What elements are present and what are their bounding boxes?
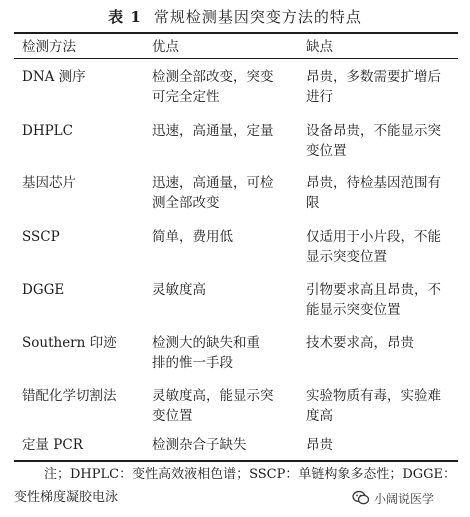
table-cell-pros bbox=[152, 386, 294, 426]
table-cell-pros bbox=[152, 280, 294, 300]
cell-line: 检测大的缺失和重 bbox=[152, 335, 260, 351]
cell-line: 实验物质有毒，实验难 bbox=[306, 388, 441, 404]
table-cell-method bbox=[22, 67, 144, 87]
cell-line: 基因芯片 bbox=[22, 175, 76, 191]
cell-line: 定量 PCR bbox=[22, 437, 83, 453]
cell-line: 检测全部改变，突变 bbox=[152, 69, 274, 85]
table-cell-pros bbox=[152, 435, 294, 455]
cell-line: 进行 bbox=[306, 89, 333, 105]
table-cell-method bbox=[22, 435, 144, 455]
table-cell-method bbox=[22, 227, 144, 247]
cell-line: 检测杂合子缺失 bbox=[152, 437, 247, 453]
table-cell-method bbox=[22, 173, 144, 193]
cell-line: 设备昂贵，不能显示突 bbox=[306, 123, 441, 139]
table-cell-pros bbox=[152, 173, 294, 213]
watermark bbox=[352, 488, 434, 508]
table-cell-method bbox=[22, 121, 144, 141]
table-cell-cons bbox=[306, 67, 458, 107]
cell-line: 引物要求高且昂贵，不 bbox=[306, 282, 441, 298]
cell-line: 能显示突变位置 bbox=[306, 302, 401, 318]
cell-line: 昂贵，多数需要扩增后 bbox=[306, 69, 441, 85]
cell-line: 排的惟一手段 bbox=[152, 355, 233, 371]
cell-line: SSCP bbox=[22, 229, 60, 245]
cell-line: 显示突变位置 bbox=[306, 249, 387, 265]
cell-line: 简单，费用低 bbox=[152, 229, 233, 245]
cell-line: Southern 印迹 bbox=[22, 335, 117, 351]
cell-line: 灵敏度高 bbox=[152, 282, 206, 298]
cell-line: 度高 bbox=[306, 408, 333, 424]
table-note-line-1: 注；DHPLC：变性高效液相色谱；SSCP：单链构象多态性；DGGE： bbox=[44, 467, 457, 482]
header-pros: 优点 bbox=[152, 39, 179, 55]
table-cell-cons bbox=[306, 280, 458, 320]
wechat-icon bbox=[352, 490, 370, 506]
cell-line: DGGE bbox=[22, 282, 65, 298]
cell-line: 测全部改变 bbox=[152, 195, 220, 211]
cell-line: 迅速，高通量，定量 bbox=[152, 123, 274, 139]
header-cons: 缺点 bbox=[306, 39, 333, 55]
cell-line: 灵敏度高，能显示突 bbox=[152, 388, 274, 404]
cell-line: 迅速，高通量，可检 bbox=[152, 175, 274, 191]
bottom-rule bbox=[14, 460, 458, 462]
table-cell-pros bbox=[152, 67, 294, 107]
table-cell-cons bbox=[306, 173, 458, 213]
table-cell-method bbox=[22, 280, 144, 300]
table-note-line-2: 变性梯度凝胶电泳 bbox=[14, 490, 119, 505]
table-cell-method bbox=[22, 386, 144, 406]
cell-line: DNA 测序 bbox=[22, 69, 86, 85]
cell-line: 可完全定性 bbox=[152, 89, 220, 105]
cell-line: 限 bbox=[306, 195, 320, 211]
table-cell-cons bbox=[306, 121, 458, 161]
table-number: 表 1 bbox=[108, 8, 142, 26]
cell-line: 变位置 bbox=[306, 143, 347, 159]
table-caption: 常规检测基因突变方法的特点 bbox=[153, 8, 362, 26]
table-cell-pros bbox=[152, 227, 294, 247]
cell-line: 昂贵，待检基因范围有 bbox=[306, 175, 441, 191]
cell-line: 错配化学切割法 bbox=[22, 388, 117, 404]
table-cell-cons bbox=[306, 435, 458, 455]
table-cell-pros bbox=[152, 333, 294, 373]
cell-line: DHPLC bbox=[22, 123, 73, 139]
table-cell-method bbox=[22, 333, 144, 353]
cell-line: 技术要求高，昂贵 bbox=[306, 335, 414, 351]
table-title bbox=[0, 6, 470, 27]
watermark-text: 小阔说医学 bbox=[374, 491, 435, 506]
top-rule bbox=[14, 32, 458, 34]
table-cell-cons bbox=[306, 386, 458, 426]
cell-line: 仅适用于小片段，不能 bbox=[306, 229, 441, 245]
cell-line: 昂贵 bbox=[306, 437, 333, 453]
table-cell-cons bbox=[306, 227, 458, 267]
table-cell-cons bbox=[306, 333, 458, 353]
table-cell-pros bbox=[152, 121, 294, 141]
cell-line: 变位置 bbox=[152, 408, 193, 424]
header-method: 检测方法 bbox=[22, 39, 76, 55]
header-rule bbox=[14, 58, 458, 59]
